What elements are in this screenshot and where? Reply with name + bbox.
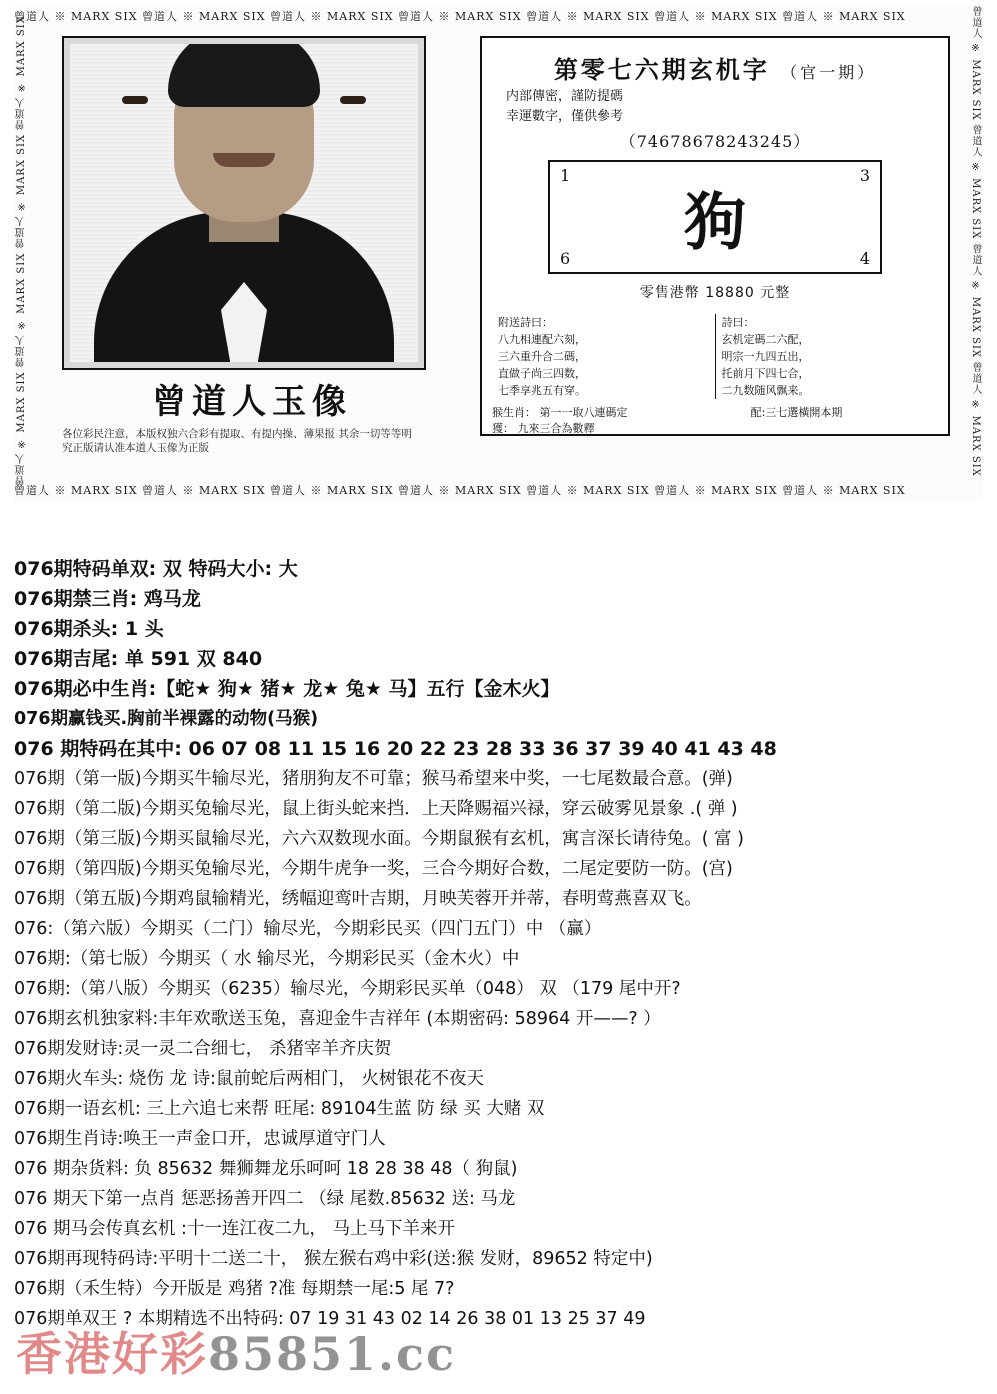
zodiac-corner-top-left: 1 xyxy=(560,166,571,185)
notice-line-1: 内部傳密，謹防提碼 xyxy=(506,89,624,104)
forecast-line: 076期吉尾: 单 591 双 840 xyxy=(14,648,263,670)
zodiac-character: 狗 xyxy=(683,185,747,259)
notice-footer-left-1: 猴生肖： 第一一取八連碼定 xyxy=(492,406,628,419)
marquee-band-left: 曾道人 ※ MARX SIX 曾道人 ※ MARX SIX 曾道人 ※ MARX SIX 曾道人 ※ MARX SIX xyxy=(16,15,27,486)
portrait-frame xyxy=(62,36,426,370)
portrait-image xyxy=(70,44,418,362)
portrait-eye-left xyxy=(122,96,148,104)
marquee-band-bottom: 曾道人 ※ MARX SIX 曾道人 ※ MARX SIX 曾道人 ※ MARX SIX 曾道人 ※ MARX SIX 曾道人 ※ MARX SIX 曾道人 ※ MARX SIX 曾道人 ※ MARX SIX xyxy=(14,484,906,497)
forecast-line: 076期（禾生特）今开版是 鸡猪 ?准 每期禁一尾:5 尾 7? xyxy=(14,1279,455,1299)
zodiac-corner-bottom-right: 4 xyxy=(859,249,870,268)
forecast-line: 076期单双王 ? 本期精选不出特码: 07 19 31 43 02 14 26 38 01 13 25 37 49 xyxy=(14,1309,646,1329)
forecast-line: 076期再现特码诗:平明十二送二十， 猴左猴右鸡中彩(送:猴 发财，89652 特定中) xyxy=(14,1249,653,1269)
lucky-numbers: （74678678243245） xyxy=(619,132,811,151)
scanned-poster xyxy=(14,6,983,501)
marquee-band-right: 曾道人 ※ MARX SIX 曾道人 ※ MARX SIX 曾道人 ※ MARX SIX 曾道人 ※ MARX SIX xyxy=(970,6,981,477)
poem-right xyxy=(715,314,939,399)
forecast-line: 076期玄机独家料:丰年欢歌送玉兔，喜迎金牛吉祥年 (本期密码: 58964 开——? ） xyxy=(14,1009,661,1029)
portrait-note: 各位彩民注意，本版权独六合彩有提取、有提内操、薄果报 其余一切等等明究正版请认准本道人玉像为正版 xyxy=(62,428,412,454)
forecast-line: 076期（第四版)今期买兔输尽光，今期牛虎争一奖，三合今期好合数，二尾定要防一防。(宫) xyxy=(14,859,733,879)
forecast-line: 076期（第三版)今期买鼠输尽光，六六双数现水面。今期鼠猴有玄机，寓言深长请待兔。( 富 ) xyxy=(14,829,745,849)
poem-left xyxy=(492,314,715,399)
forecast-line: 076期赢钱买.胸前半裸露的动物(马猴) xyxy=(14,709,319,729)
portrait-panel xyxy=(62,36,442,456)
portrait-mouth xyxy=(213,153,275,167)
zodiac-corner-top-right: 3 xyxy=(859,166,870,185)
forecast-line: 076期禁三肖: 鸡马龙 xyxy=(14,588,201,610)
poem-left-line-1: 八九相連配六刻， xyxy=(498,333,586,346)
notice-panel xyxy=(480,36,950,436)
notice-footer-left-2: 獲： 九來三合為數釋 xyxy=(492,422,595,435)
price-label: 零售港幣 18880 元整 xyxy=(639,285,791,301)
forecast-line: 076期发财诗:灵一灵二合细七， 杀猪宰羊齐庆贺 xyxy=(14,1039,392,1059)
notice-line-2: 幸運數字，僅供參考 xyxy=(506,109,624,124)
poster-content xyxy=(44,28,954,468)
forecast-line: 076:（第六版）今期买（二门）输尽光，今期彩民买（四门五门）中 （赢） xyxy=(14,919,602,939)
forecast-line: 076期一语玄机: 三上六追七来帮 旺尾: 89104生蓝 防 绿 买 大赌 双 xyxy=(14,1099,545,1119)
portrait-caption: 曾道人玉像 xyxy=(152,382,352,422)
notice-title xyxy=(492,50,938,85)
forecast-line: 076期必中生肖:【蛇★ 狗★ 猪★ 龙★ 兔★ 马】五行【金木火】 xyxy=(14,678,560,700)
watermark-part2: 85851.cc xyxy=(208,1327,457,1381)
forecast-line: 076 期特码在其中: 06 07 08 11 15 16 20 22 23 28 33 36 37 39 40 41 43 48 xyxy=(14,738,777,760)
notice-footer-right: 配:三七選橫開本期 xyxy=(750,406,843,419)
poem-right-line-2: 明宗一九四五出， xyxy=(721,350,810,363)
poem-section xyxy=(492,314,938,399)
zodiac-corner-bottom-left: 6 xyxy=(560,249,571,268)
forecast-line: 076 期马会传真玄机 :十一连江夜二九， 马上马下羊来开 xyxy=(14,1219,455,1239)
forecast-text-block xyxy=(14,554,984,1334)
portrait-hair xyxy=(168,44,320,107)
marquee-band-top: 曾道人 ※ MARX SIX 曾道人 ※ MARX SIX 曾道人 ※ MARX SIX 曾道人 ※ MARX SIX 曾道人 ※ MARX SIX 曾道人 ※ MARX SIX 曾道人 ※ MARX SIX xyxy=(14,10,906,23)
forecast-line: 076期生肖诗:唤王一声金口开，忠诚厚道守门人 xyxy=(14,1129,386,1149)
poem-left-line-2: 三六重升合二碼， xyxy=(498,350,586,363)
forecast-line: 076期（第一版)今期买牛输尽光，猪朋狗友不可靠；猴马希望来中奖，一七尾数最合意。(弹) xyxy=(14,769,733,789)
forecast-line: 076期:（第八版）今期买（6235）输尽光，今期彩民买单（048） 双 （179 尾中开? xyxy=(14,979,681,999)
poem-left-line-3: 直做子尚三四数， xyxy=(498,367,586,380)
forecast-line: 076 期杂货料: 负 85632 舞狮舞龙乐呵呵 18 28 38 48（ 狗鼠) xyxy=(14,1159,518,1179)
notice-title-paren: （官一期） xyxy=(781,63,877,82)
watermark-part1: 香港好彩 xyxy=(16,1327,208,1381)
poem-right-line-3: 托前月下四七合， xyxy=(721,367,810,380)
notice-title-text: 第零七六期玄机字 xyxy=(553,55,770,84)
notice-footer xyxy=(492,405,938,437)
forecast-line: 076期杀头: 1 头 xyxy=(14,618,164,640)
notice-footer-left xyxy=(492,405,751,437)
forecast-line: 076期（第五版)今期鸡鼠输精光，绣幅迎鸾叶吉期，月映芙蓉开并蒂，春明莺燕喜双飞。 xyxy=(14,889,702,909)
zodiac-box xyxy=(548,160,882,274)
poem-right-line-1: 玄机定碼二六配， xyxy=(721,333,810,346)
portrait-eye-right xyxy=(340,96,366,104)
forecast-line: 076期火车头: 烧伤 龙 诗:鼠前蛇后两相门， 火树银花不夜天 xyxy=(14,1069,484,1089)
poem-right-title: 詩曰： xyxy=(721,316,755,329)
poem-right-line-4: 二九数随风飘来。 xyxy=(721,384,810,397)
poem-left-title: 附送詩曰： xyxy=(498,316,553,329)
forecast-line: 076期特码单双: 双 特码大小: 大 xyxy=(14,558,298,580)
forecast-line: 076期（第二版)今期买兔输尽光，鼠上街头蛇来挡．上天降赐福兴禄，穿云破雾见景象 .( 弹 ) xyxy=(14,799,738,819)
forecast-line: 076 期天下第一点肖 惩恶扬善开四二 （绿 尾数.85632 送: 马龙 xyxy=(14,1189,516,1209)
forecast-line: 076期:（第七版）今期买（ 水 输尽光，今期彩民买（金木火）中 xyxy=(14,949,520,969)
poem-left-line-4: 七季享兆五有穿。 xyxy=(498,384,586,397)
